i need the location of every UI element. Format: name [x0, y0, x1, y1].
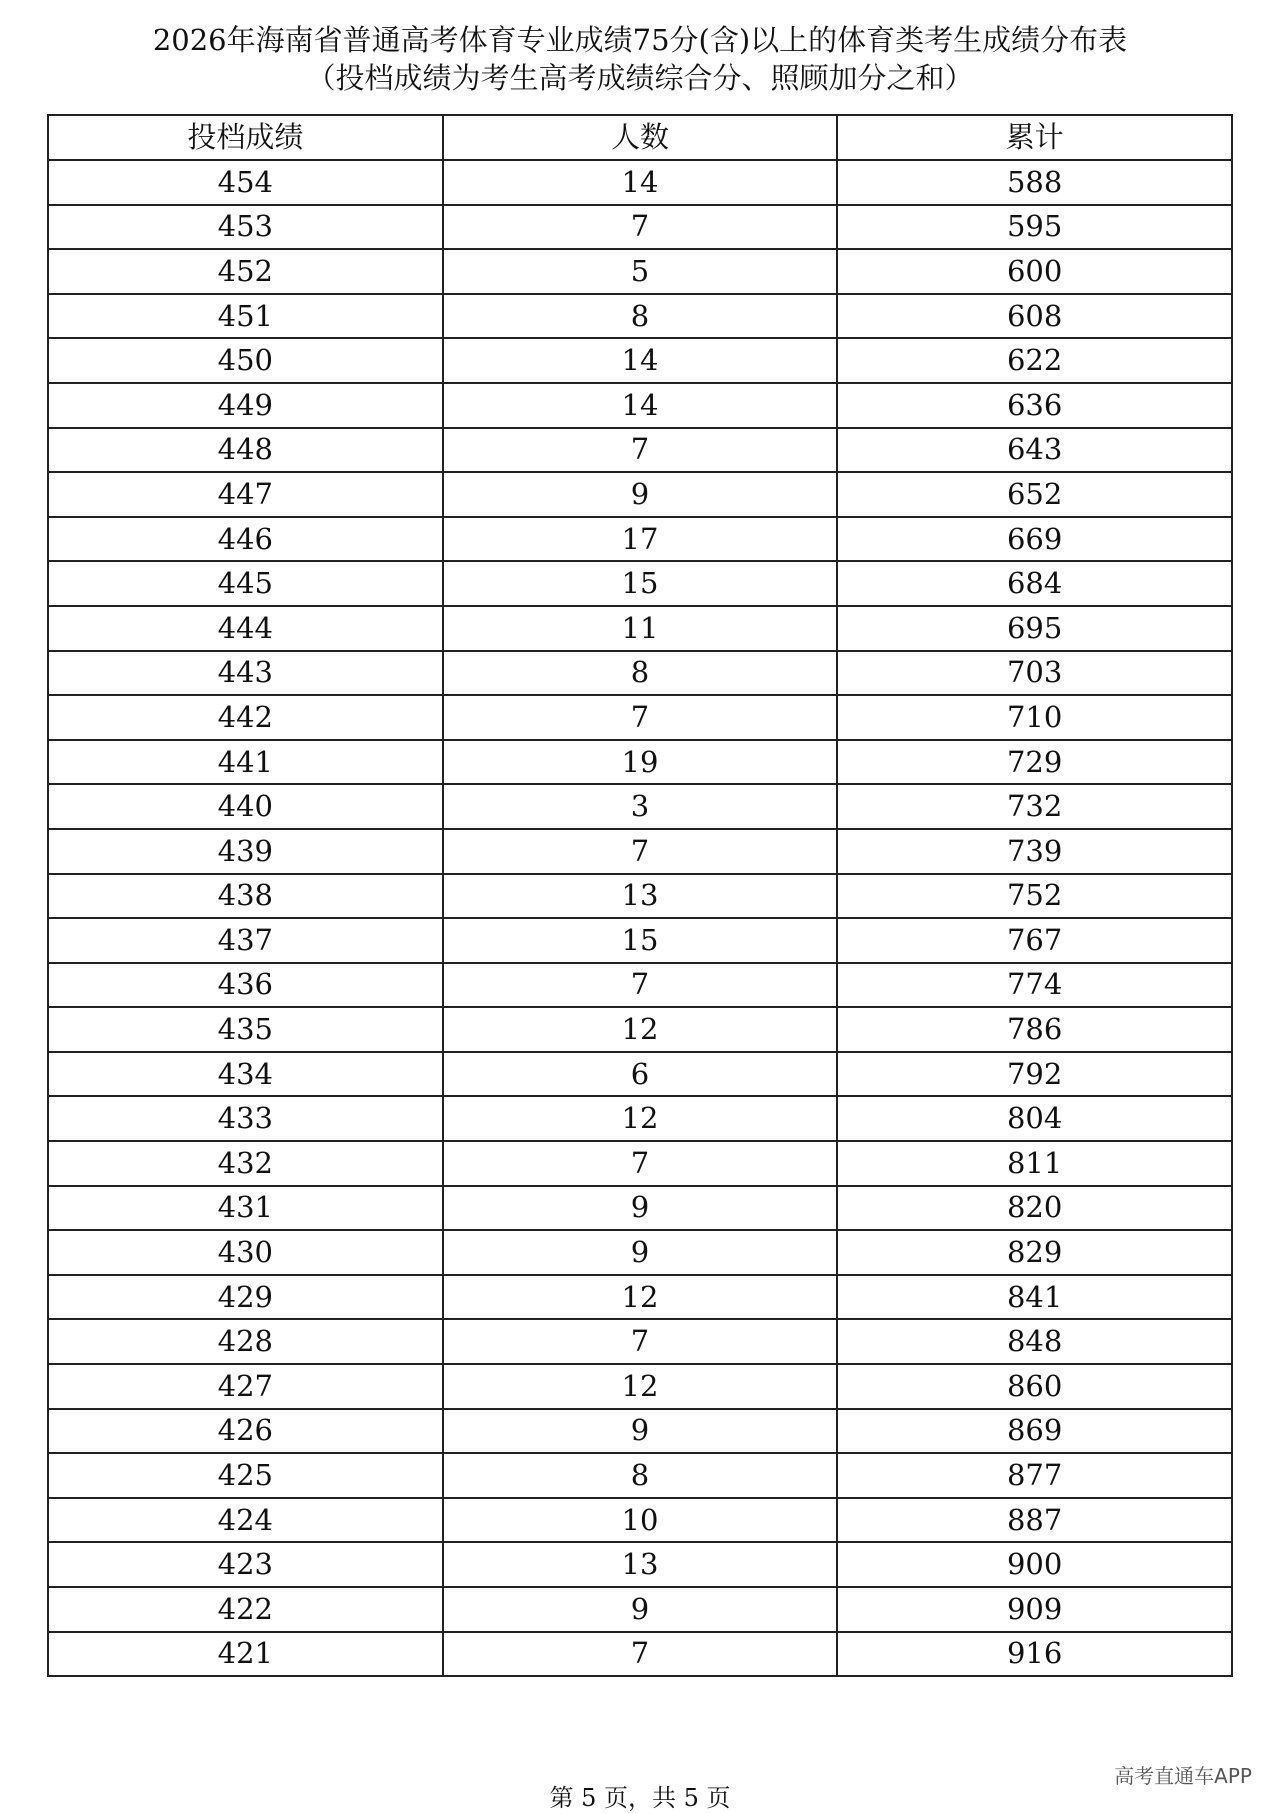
- cell-score: 450: [48, 338, 443, 383]
- table-row: [48, 160, 1232, 205]
- table-row: [48, 874, 1232, 919]
- document-title: 2026年海南省普通高考体育专业成绩75分(含)以上的体育类考生成绩分布表: [152, 23, 1128, 57]
- cell-cumulative: 767: [837, 918, 1232, 963]
- cell-count: 9: [443, 1587, 838, 1632]
- cell-cumulative: 900: [837, 1542, 1232, 1587]
- cell-cumulative: 860: [837, 1364, 1232, 1409]
- cell-score: 436: [48, 963, 443, 1008]
- cell-count: 9: [443, 1409, 838, 1454]
- table-row: [48, 1587, 1232, 1632]
- table-body: [48, 160, 1232, 1676]
- cell-score: 431: [48, 1186, 443, 1231]
- table-row: [48, 383, 1232, 428]
- cell-count: 14: [443, 383, 838, 428]
- table-row: [48, 1007, 1232, 1052]
- table-row: [48, 1052, 1232, 1097]
- cell-score: 428: [48, 1319, 443, 1364]
- cell-cumulative: 848: [837, 1319, 1232, 1364]
- cell-count: 12: [443, 1364, 838, 1409]
- cell-score: 453: [48, 205, 443, 250]
- cell-count: 7: [443, 1632, 838, 1677]
- cell-count: 9: [443, 1230, 838, 1275]
- cell-count: 17: [443, 517, 838, 562]
- cell-count: 15: [443, 561, 838, 606]
- cell-cumulative: 622: [837, 338, 1232, 383]
- cell-count: 12: [443, 1096, 838, 1141]
- cell-cumulative: 703: [837, 651, 1232, 696]
- cell-cumulative: 695: [837, 606, 1232, 651]
- cell-score: 424: [48, 1498, 443, 1543]
- cell-score: 423: [48, 1542, 443, 1587]
- cell-count: 14: [443, 338, 838, 383]
- cell-cumulative: 684: [837, 561, 1232, 606]
- table-row: [48, 428, 1232, 473]
- cell-cumulative: 829: [837, 1230, 1232, 1275]
- table-row: [48, 205, 1232, 250]
- cell-count: 7: [443, 1319, 838, 1364]
- cell-cumulative: 710: [837, 695, 1232, 740]
- cell-score: 452: [48, 249, 443, 294]
- cell-cumulative: 608: [837, 294, 1232, 339]
- cell-count: 12: [443, 1275, 838, 1320]
- cell-score: 446: [48, 517, 443, 562]
- cell-score: 435: [48, 1007, 443, 1052]
- table-row: [48, 338, 1232, 383]
- cell-score: 437: [48, 918, 443, 963]
- header-score: 投档成绩: [48, 115, 443, 160]
- header-count: 人数: [443, 115, 838, 160]
- cell-count: 5: [443, 249, 838, 294]
- cell-count: 7: [443, 963, 838, 1008]
- table-row: [48, 784, 1232, 829]
- table-row: [48, 1409, 1232, 1454]
- cell-count: 15: [443, 918, 838, 963]
- cell-count: 8: [443, 294, 838, 339]
- table-row: [48, 561, 1232, 606]
- cell-cumulative: 643: [837, 428, 1232, 473]
- table-row: [48, 1364, 1232, 1409]
- table-row: [48, 517, 1232, 562]
- cell-count: 7: [443, 1141, 838, 1186]
- table-row: [48, 249, 1232, 294]
- cell-score: 432: [48, 1141, 443, 1186]
- header-cumulative: 累计: [837, 115, 1232, 160]
- cell-score: 422: [48, 1587, 443, 1632]
- table-row: [48, 1453, 1232, 1498]
- cell-cumulative: 887: [837, 1498, 1232, 1543]
- table-row: [48, 1632, 1232, 1677]
- cell-score: 427: [48, 1364, 443, 1409]
- cell-cumulative: 909: [837, 1587, 1232, 1632]
- cell-cumulative: 804: [837, 1096, 1232, 1141]
- table-row: [48, 651, 1232, 696]
- cell-score: 438: [48, 874, 443, 919]
- cell-cumulative: 732: [837, 784, 1232, 829]
- cell-cumulative: 729: [837, 740, 1232, 785]
- cell-score: 445: [48, 561, 443, 606]
- watermark-text: 高考直通车APP: [1114, 1764, 1252, 1788]
- cell-cumulative: 869: [837, 1409, 1232, 1454]
- page-number: 第 5 页，共 5 页: [549, 1784, 731, 1812]
- cell-cumulative: 774: [837, 963, 1232, 1008]
- cell-count: 8: [443, 651, 838, 696]
- cell-cumulative: 792: [837, 1052, 1232, 1097]
- cell-cumulative: 669: [837, 517, 1232, 562]
- table-row: [48, 1096, 1232, 1141]
- cell-count: 3: [443, 784, 838, 829]
- table-row: [48, 963, 1232, 1008]
- cell-cumulative: 820: [837, 1186, 1232, 1231]
- table-row: [48, 1498, 1232, 1543]
- table-row: [48, 1542, 1232, 1587]
- cell-count: 9: [443, 1186, 838, 1231]
- cell-score: 426: [48, 1409, 443, 1454]
- table-row: [48, 1319, 1232, 1364]
- cell-cumulative: 877: [837, 1453, 1232, 1498]
- cell-count: 13: [443, 874, 838, 919]
- cell-count: 11: [443, 606, 838, 651]
- cell-score: 442: [48, 695, 443, 740]
- cell-count: 7: [443, 829, 838, 874]
- cell-count: 10: [443, 1498, 838, 1543]
- cell-score: 440: [48, 784, 443, 829]
- table-row: [48, 829, 1232, 874]
- cell-count: 9: [443, 472, 838, 517]
- cell-score: 425: [48, 1453, 443, 1498]
- cell-score: 451: [48, 294, 443, 339]
- cell-score: 421: [48, 1632, 443, 1677]
- document-subtitle: （投档成绩为考生高考成绩综合分、照顾加分之和）: [306, 61, 974, 95]
- cell-count: 19: [443, 740, 838, 785]
- table-row: [48, 740, 1232, 785]
- cell-count: 8: [443, 1453, 838, 1498]
- cell-cumulative: 841: [837, 1275, 1232, 1320]
- cell-score: 441: [48, 740, 443, 785]
- cell-score: 449: [48, 383, 443, 428]
- cell-count: 12: [443, 1007, 838, 1052]
- cell-cumulative: 811: [837, 1141, 1232, 1186]
- cell-count: 14: [443, 160, 838, 205]
- cell-score: 454: [48, 160, 443, 205]
- cell-score: 433: [48, 1096, 443, 1141]
- table-row: [48, 1186, 1232, 1231]
- cell-count: 13: [443, 1542, 838, 1587]
- table-row: [48, 294, 1232, 339]
- score-distribution-table: [47, 114, 1233, 1677]
- cell-count: 7: [443, 695, 838, 740]
- table-row: [48, 695, 1232, 740]
- cell-score: 443: [48, 651, 443, 696]
- cell-cumulative: 916: [837, 1632, 1232, 1677]
- cell-score: 444: [48, 606, 443, 651]
- table-row: [48, 606, 1232, 651]
- cell-score: 430: [48, 1230, 443, 1275]
- cell-cumulative: 786: [837, 1007, 1232, 1052]
- cell-cumulative: 752: [837, 874, 1232, 919]
- cell-count: 7: [443, 205, 838, 250]
- cell-score: 447: [48, 472, 443, 517]
- cell-cumulative: 636: [837, 383, 1232, 428]
- table-row: [48, 1275, 1232, 1320]
- cell-score: 429: [48, 1275, 443, 1320]
- table-row: [48, 918, 1232, 963]
- cell-cumulative: 600: [837, 249, 1232, 294]
- cell-score: 439: [48, 829, 443, 874]
- cell-cumulative: 652: [837, 472, 1232, 517]
- table-row: [48, 472, 1232, 517]
- cell-count: 6: [443, 1052, 838, 1097]
- cell-cumulative: 588: [837, 160, 1232, 205]
- cell-count: 7: [443, 428, 838, 473]
- table-row: [48, 1230, 1232, 1275]
- table-row: [48, 1141, 1232, 1186]
- cell-cumulative: 595: [837, 205, 1232, 250]
- cell-score: 434: [48, 1052, 443, 1097]
- cell-cumulative: 739: [837, 829, 1232, 874]
- table-header-row: [48, 115, 1232, 160]
- cell-score: 448: [48, 428, 443, 473]
